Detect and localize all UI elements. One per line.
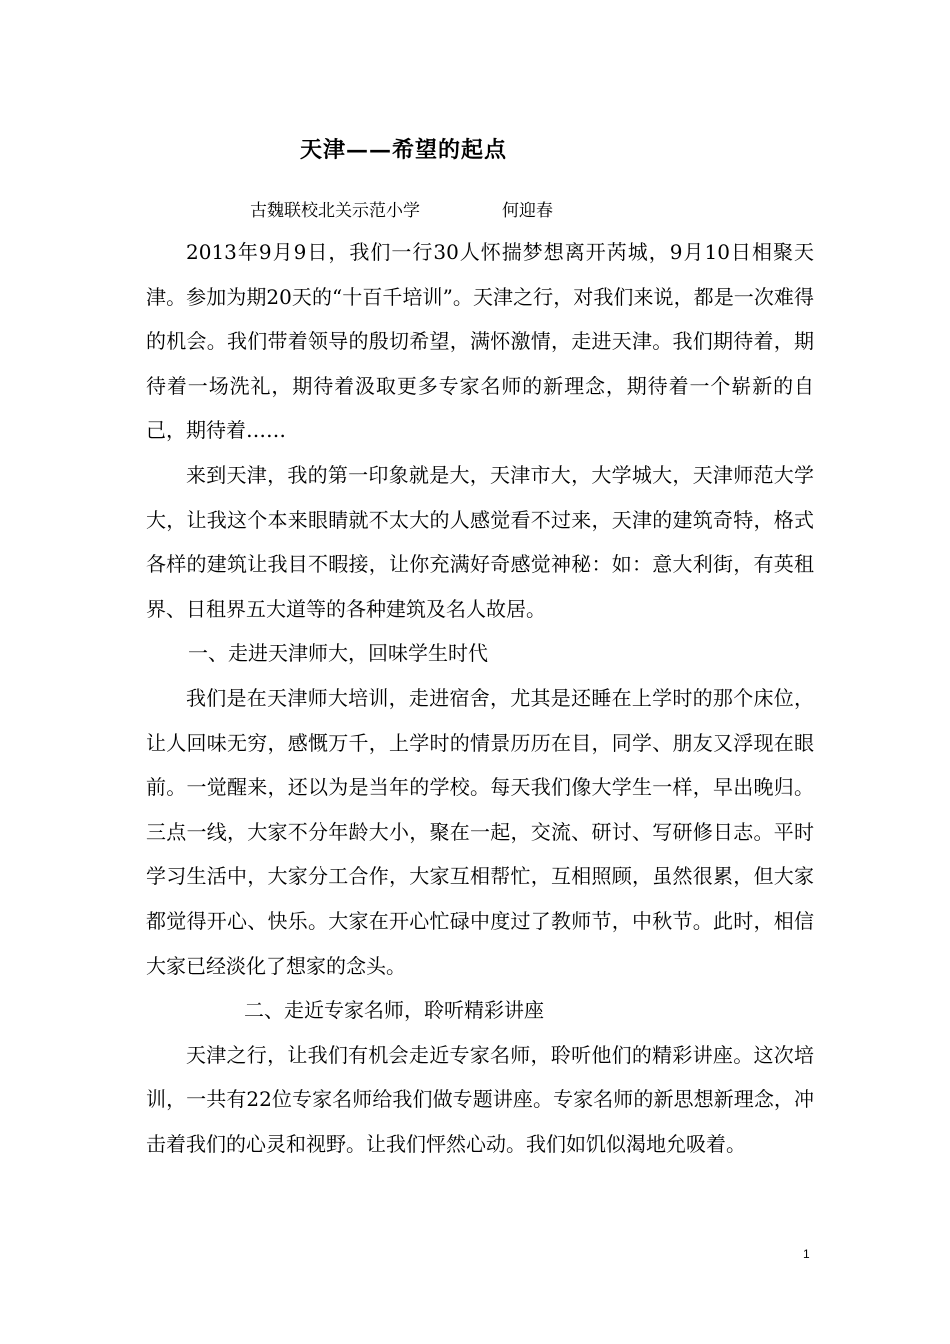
paragraph: 2013年9月9日，我们一行30人怀揣梦想离开芮城，9月10日相聚天津。参加为期20天的“十百千培训”。天津之行，对我们来说，都是一次难得的机会。我们带着领导的殷切希望，满怀激情，走进天津。我们期待着，期待着一场洗礼，期待着汲取更多专家名师的新理念，期待着一个崭新的自己，期待着…… — [146, 240, 814, 443]
paragraph: 来到天津，我的第一印象就是大，天津市大，大学城大，天津师范大学大，让我这个本来眼睛就不太大的人感觉看不过来，天津的建筑奇特，格式各样的建筑让我目不暇接，让你充满好奇感觉神秘：如：意大利街，有英租界、日租界五大道等的各种建筑及名人故居。 — [146, 462, 814, 621]
author-name: 何迎春 — [502, 201, 553, 221]
byline — [250, 196, 553, 221]
document-body — [146, 230, 814, 1166]
school-name: 古魏联校北关示范小学 — [250, 201, 420, 221]
page-number: 1 — [803, 1247, 810, 1261]
paragraph: 我们是在天津师大培训，走进宿舍，尤其是还睡在上学时的那个床位，让人回味无穷，感慨万千，上学时的情景历历在目，同学、朋友又浮现在眼前。一觉醒来，还以为是当年的学校。每天我们像大学生一样，早出晚归。三点一线，大家不分年龄大小，聚在一起，交流、研讨、写研修日志。平时学习生活中，大家分工合作，大家互相帮忙，互相照顾，虽然很累，但大家都觉得开心、快乐。大家在开心忙碌中度过了教师节，中秋节。此时，相信大家已经淡化了想家的念头。 — [146, 685, 814, 978]
document-title: 天津——希望的起点 — [300, 137, 508, 163]
section-heading: 二、走近专家名师，聆听精彩讲座 — [244, 998, 544, 1023]
section-heading: 一、走进天津师大，回味学生时代 — [188, 641, 488, 666]
paragraph: 天津之行，让我们有机会走近专家名师，聆听他们的精彩讲座。这次培训，一共有22位专家名师给我们做专题讲座。专家名师的新思想新理念，冲击着我们的心灵和视野。让我们怦然心动。我们如饥似渴地允吸着。 — [146, 1042, 814, 1156]
